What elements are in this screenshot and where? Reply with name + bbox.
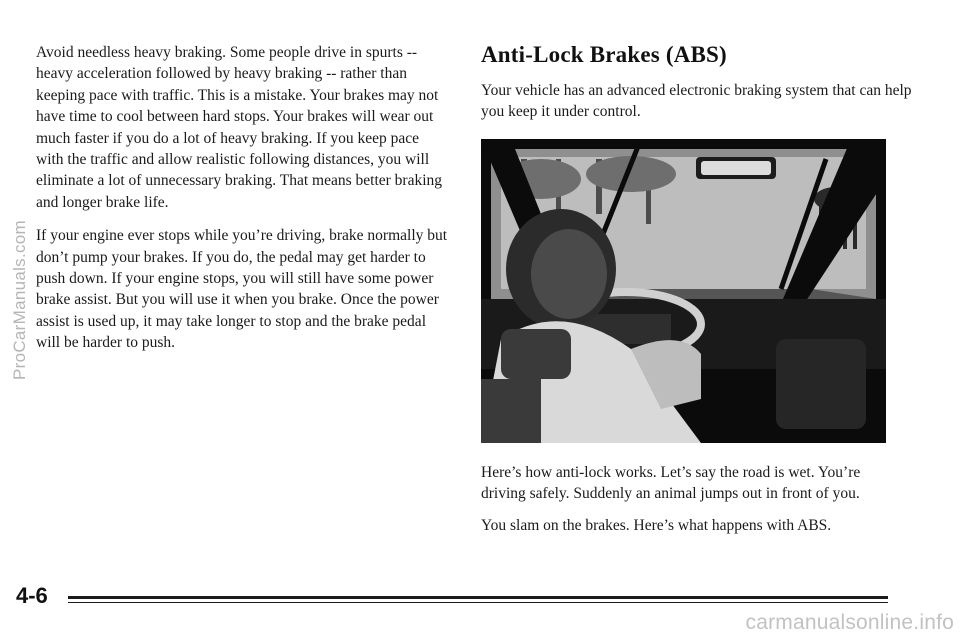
footer-rule-thin bbox=[68, 602, 888, 603]
footer-rule bbox=[68, 596, 888, 599]
side-watermark-text: ProCarManuals.com bbox=[10, 219, 30, 381]
driver-deer-illustration bbox=[481, 139, 886, 443]
footer-watermark: carmanualsonline.info bbox=[745, 611, 954, 634]
paragraph-slam-brakes: You slam on the brakes. Here’s what happens with ABS. bbox=[481, 516, 832, 534]
side-watermark bbox=[2, 180, 38, 420]
page-number: 4-6 bbox=[16, 583, 48, 608]
paragraph-abs-intro: Your vehicle has an advanced electronic braking system that can help you keep it under control. bbox=[481, 82, 912, 121]
after-image-text bbox=[481, 462, 901, 546]
right-column bbox=[481, 42, 921, 135]
paragraph-how-abs-works: Here’s how anti-lock works. Let’s say the road is wet. You’re driving safely. Suddenly an animal jumps out in front of you. bbox=[481, 464, 861, 503]
paragraph-engine-stops: If your engine ever stops while you’re driving, brake normally but don’t pump your brakes. If you do, the pedal may get harder to push down. If your engine stops, you will still have some power brake assist. But you will use it when you brake. Once the power assist is used up, it may take longer to stop and the brake pedal will be harder to push. bbox=[36, 227, 448, 352]
illustration-drawing bbox=[481, 139, 886, 443]
paragraph-heavy-braking: Avoid needless heavy braking. Some people drive in spurts -- heavy acceleration followed by heavy braking -- rather than keeping pace with traffic. This is a mistake. Your brakes may not have time to cool between hard stops. Your brakes will wear out much faster if you do a lot of heavy braking. If you keep pace with the traffic and allow realistic following distances, you will eliminate a lot of unnecessary braking. That means better braking and longer brake life. bbox=[36, 44, 443, 211]
left-column bbox=[36, 42, 448, 366]
section-heading-abs: Anti-Lock Brakes (ABS) bbox=[481, 42, 727, 67]
